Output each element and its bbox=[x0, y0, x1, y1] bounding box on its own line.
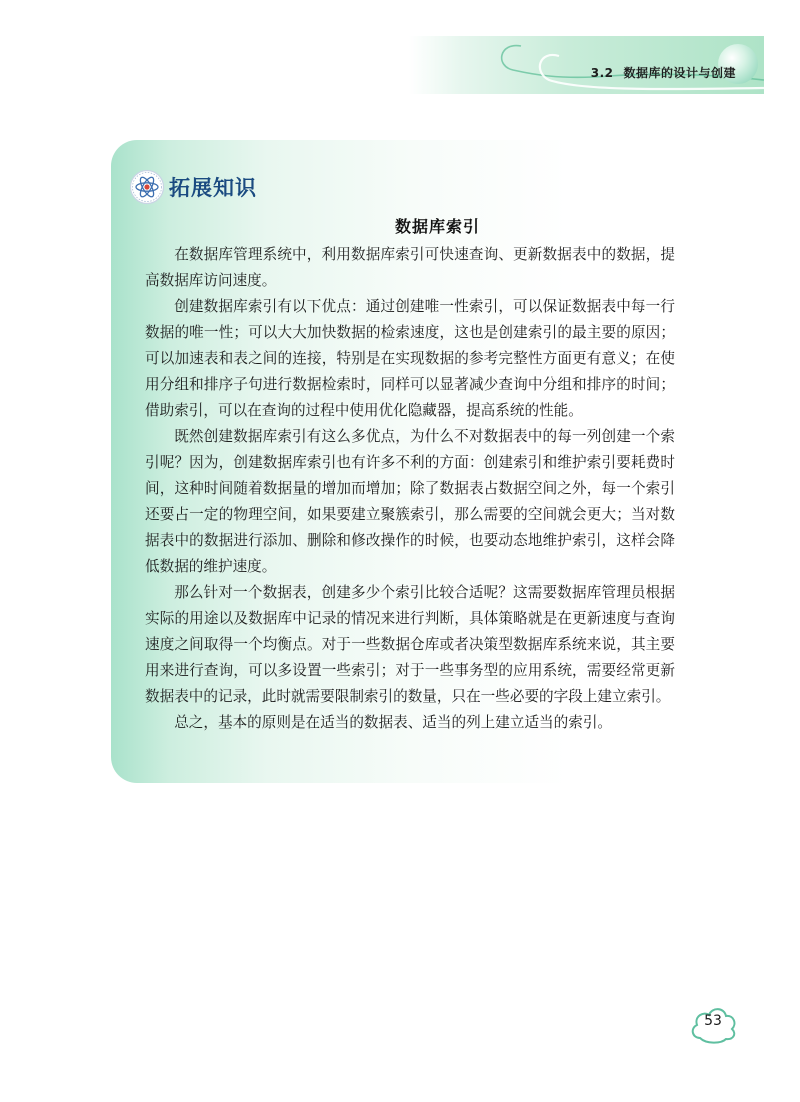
paragraph: 既然创建数据库索引有这么多优点，为什么不对数据表中的每一列创建一个索引呢？因为，创建数据库索引也有许多不利的方面：创建索引和维护索引要耗费时间，这种时间随着数据量的增加而增加；除了数据表占数据空间之外，每一个索引还要占一定的物理空间，如果要建立聚簇索引，那么需要的空间就会更大；当对数据表中的数据进行添加、删除和修改操作的时候，也要动态地维护索引，这样会降低数据的维护速度。 bbox=[145, 428, 675, 575]
article-title: 数据库索引 bbox=[394, 217, 480, 236]
article-body bbox=[145, 242, 675, 736]
page-number: 53 bbox=[704, 1013, 722, 1029]
paragraph: 那么针对一个数据表，创建多少个索引比较合适呢？这需要数据库管理员根据实际的用途以及数据库中记录的情况来进行判断，具体策略就是在更新速度与查询速度之间取得一个均衡点。对于一些数据仓库或者决策型数据库系统来说，其主要用来进行查询，可以多设置一些索引；对于一些事务型的应用系统，需要经常更新数据表中的记录，此时就需要限制索引的数量，只在一些必要的字段上建立索引。 bbox=[145, 584, 675, 705]
paragraph: 创建数据库索引有以下优点：通过创建唯一性索引，可以保证数据表中每一行数据的唯一性；可以大大加快数据的检索速度，这也是创建索引的最主要的原因；可以加速表和表之间的连接，特别是在实现数据的参考完整性方面更有意义；在使用分组和排序子句进行数据检索时，同样可以显著减少查询中分组和排序的时间；借助索引，可以在查询的过程中使用优化隐藏器，提高系统的性能。 bbox=[145, 298, 675, 419]
section-number: 3.2 bbox=[590, 66, 614, 80]
atom-orbit-icon bbox=[129, 169, 165, 205]
paragraph: 总之，基本的原则是在适当的数据表、适当的列上建立适当的索引。 bbox=[174, 714, 613, 731]
section-header bbox=[591, 64, 736, 81]
extension-heading: 拓展知识 bbox=[169, 176, 257, 200]
paragraph: 在数据库管理系统中，利用数据库索引可快速查询、更新数据表中的数据，提高数据库访问速度。 bbox=[145, 246, 675, 289]
section-title: 数据库的设计与创建 bbox=[623, 66, 736, 80]
